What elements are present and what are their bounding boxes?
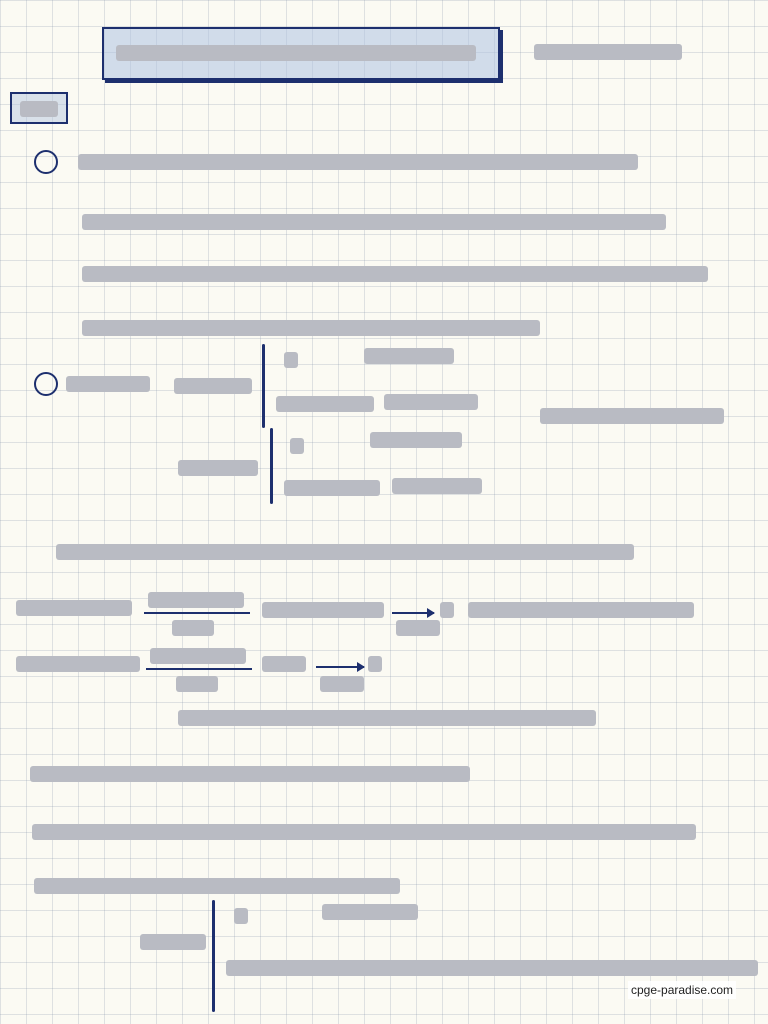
handwritten-line <box>392 478 482 494</box>
limit-arrow <box>392 612 434 614</box>
handwritten-line <box>396 620 440 636</box>
handwritten-line <box>284 352 298 368</box>
exercise-label <box>20 101 58 117</box>
handwritten-line <box>468 602 694 618</box>
handwritten-line <box>66 376 150 392</box>
handwritten-line <box>540 408 724 424</box>
handwritten-line <box>174 378 252 394</box>
page-title <box>116 45 476 61</box>
fraction-bar <box>146 668 252 670</box>
handwritten-line <box>320 676 364 692</box>
handwritten-line <box>234 908 248 924</box>
handwritten-line <box>56 544 634 560</box>
handwritten-line <box>368 656 382 672</box>
handwritten-line <box>16 656 140 672</box>
handwritten-line <box>290 438 304 454</box>
handwritten-line <box>34 878 400 894</box>
handwritten-line <box>30 766 470 782</box>
handwritten-line <box>172 620 214 636</box>
handwritten-line <box>140 934 206 950</box>
case-brace <box>262 344 265 428</box>
exercise-label-box <box>10 92 68 124</box>
fraction-bar <box>144 612 250 614</box>
handwritten-line <box>364 348 454 364</box>
handwritten-line <box>16 600 132 616</box>
handwritten-line <box>284 480 380 496</box>
handwritten-line <box>322 904 418 920</box>
limit-arrow <box>316 666 364 668</box>
question-2-marker <box>34 372 58 396</box>
handwritten-line <box>82 214 666 230</box>
author-name <box>534 44 682 60</box>
handwritten-line <box>82 320 540 336</box>
handwritten-line <box>78 154 638 170</box>
source-watermark: cpge-paradise.com <box>628 981 736 999</box>
handwritten-line <box>276 396 374 412</box>
handwritten-line <box>32 824 696 840</box>
handwritten-line <box>150 648 246 664</box>
handwritten-line <box>384 394 478 410</box>
handwritten-line <box>178 460 258 476</box>
case-brace <box>212 900 215 1012</box>
handwritten-line <box>148 592 244 608</box>
handwritten-line <box>262 656 306 672</box>
question-1-marker <box>34 150 58 174</box>
case-brace <box>270 428 273 504</box>
handwritten-line <box>262 602 384 618</box>
title-box <box>102 27 500 80</box>
handwritten-line <box>226 960 758 976</box>
handwritten-line <box>178 710 596 726</box>
handwritten-line <box>440 602 454 618</box>
handwritten-line <box>176 676 218 692</box>
handwritten-line <box>82 266 708 282</box>
handwritten-line <box>370 432 462 448</box>
